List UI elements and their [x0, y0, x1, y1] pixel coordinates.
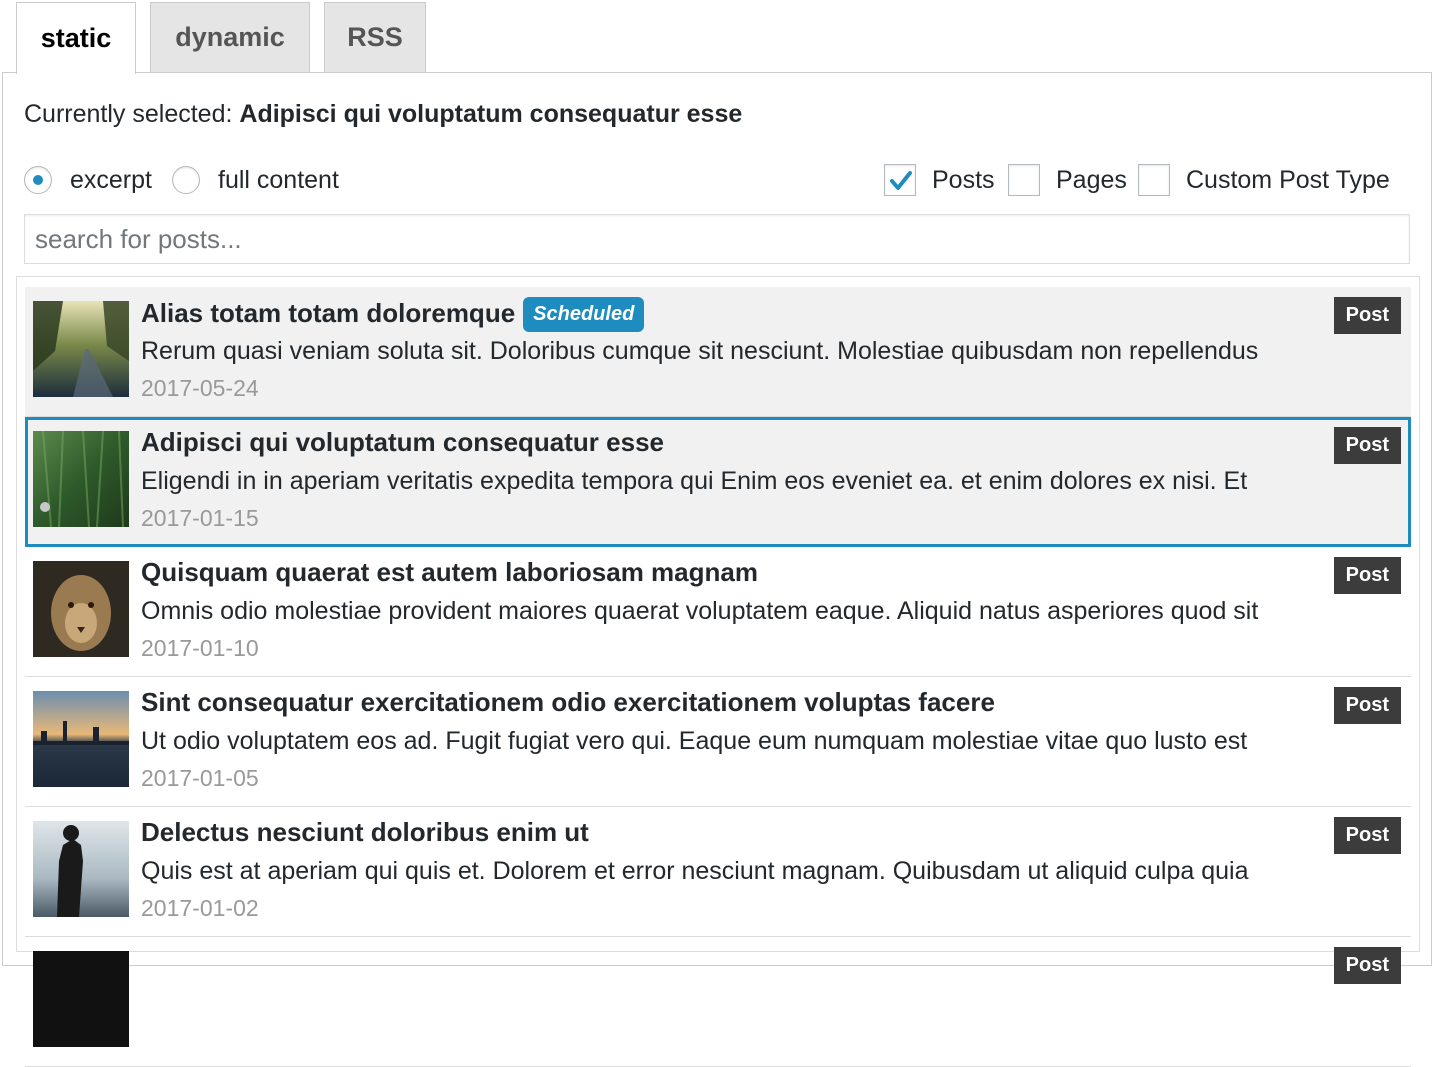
post-date: 2017-05-24	[141, 375, 259, 401]
post-type-badge: Post	[1334, 947, 1401, 984]
tab-rss[interactable]: RSS	[324, 2, 426, 72]
post-date: 2017-01-15	[141, 505, 259, 531]
lioness-image	[33, 561, 129, 657]
full-content-radio-label[interactable]: full content	[218, 166, 339, 194]
dark-image	[33, 951, 129, 1047]
checkmark-icon	[887, 167, 915, 195]
post-date: 2017-01-10	[141, 635, 259, 661]
currently-selected	[24, 100, 742, 129]
custom-post-type-checkbox[interactable]	[1138, 164, 1170, 196]
list-item[interactable]	[25, 287, 1411, 417]
posts-checkbox-label[interactable]: Posts	[932, 166, 995, 194]
full-content-radio[interactable]	[172, 166, 200, 194]
city-skyline-image	[33, 691, 129, 787]
currently-selected-label: Currently selected:	[24, 100, 233, 128]
post-date: 2017-01-05	[141, 765, 259, 791]
post-title: Sint consequatur exercitationem odio exercitationem voluptas facere	[141, 687, 995, 717]
post-excerpt: Omnis odio molestiae provident maiores quaerat voluptatem eaque. Aliquid natus asperiores quod sit	[141, 597, 1259, 625]
status-badge: Scheduled	[523, 297, 644, 332]
post-excerpt: Eligendi in in aperiam veritatis expedita tempora qui Enim eos eveniet ea. et enim dolores ex nisi. Et	[141, 467, 1248, 495]
forest-road-image	[33, 301, 129, 397]
list-item[interactable]	[25, 547, 1411, 677]
posts-checkbox[interactable]	[884, 164, 916, 196]
post-excerpt: Rerum quasi veniam soluta sit. Doloribus cumque sit nesciunt. Molestiae quibusdam non repellendus	[141, 337, 1259, 365]
custom-post-type-checkbox-label[interactable]: Custom Post Type	[1186, 166, 1390, 194]
post-date: 2017-01-02	[141, 895, 259, 921]
post-title	[141, 297, 644, 332]
excerpt-radio-label[interactable]: excerpt	[70, 166, 152, 194]
post-type-badge: Post	[1334, 557, 1401, 594]
post-type-badge: Post	[1334, 687, 1401, 724]
post-type-badge: Post	[1334, 297, 1401, 334]
search-input[interactable]	[24, 214, 1410, 264]
post-type-badge: Post	[1334, 427, 1401, 464]
post-type-badge: Post	[1334, 817, 1401, 854]
tab-dynamic[interactable]: dynamic	[150, 2, 310, 72]
list-item[interactable]	[25, 677, 1411, 807]
post-list[interactable]	[16, 276, 1420, 976]
post-excerpt: Quis est at aperiam qui quis et. Dolorem et error nesciunt magnam. Quibusdam ut aliquid culpa quia	[141, 857, 1249, 885]
excerpt-radio[interactable]	[24, 166, 52, 194]
currently-selected-title: Adipisci qui voluptatum consequatur esse	[239, 100, 743, 128]
tab-static[interactable]: static	[16, 2, 136, 74]
green-grass-image	[33, 431, 129, 527]
person-lake-image	[33, 821, 129, 917]
pages-checkbox[interactable]	[1008, 164, 1040, 196]
list-item-selected[interactable]	[25, 417, 1411, 547]
list-item[interactable]	[25, 937, 1411, 1067]
post-excerpt: Ut odio voluptatem eos ad. Fugit fugiat vero qui. Eaque eum numquam molestiae vitae quo lusto est	[141, 727, 1248, 755]
post-title: Adipisci qui voluptatum consequatur esse	[141, 427, 664, 457]
list-item[interactable]	[25, 807, 1411, 937]
post-title-text: Alias totam totam doloremque	[141, 298, 516, 328]
pages-checkbox-label[interactable]: Pages	[1056, 166, 1127, 194]
post-title: Delectus nesciunt doloribus enim ut	[141, 817, 589, 847]
post-title: Quisquam quaerat est autem laboriosam magnam	[141, 557, 758, 587]
